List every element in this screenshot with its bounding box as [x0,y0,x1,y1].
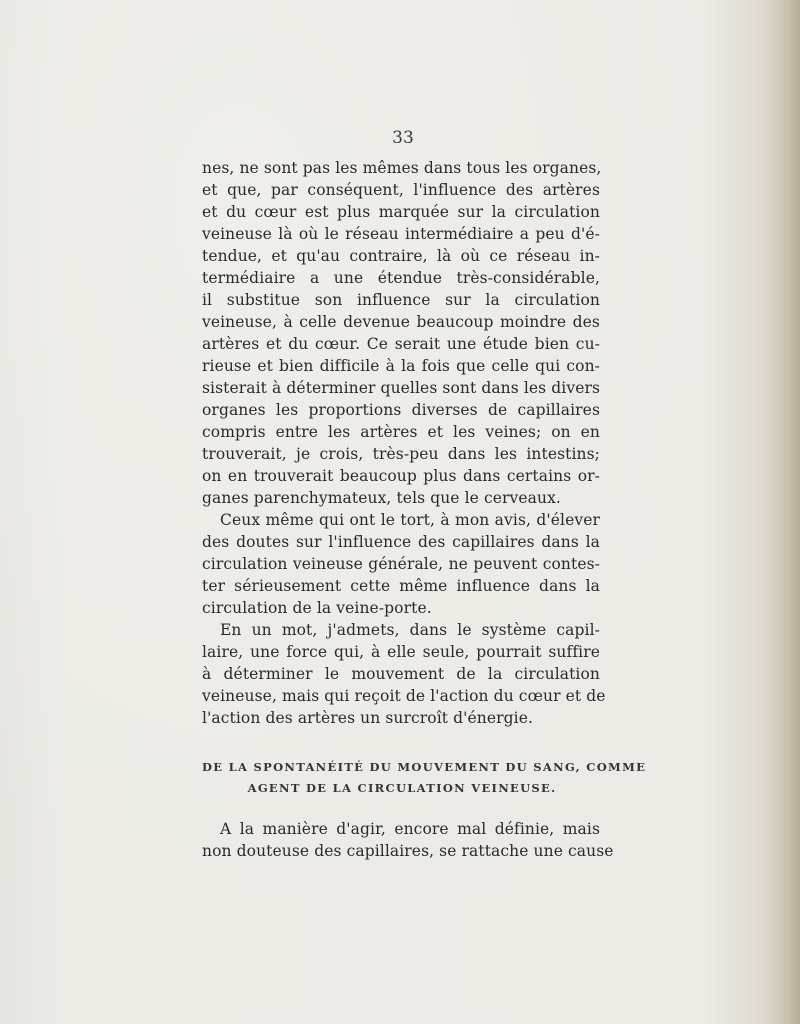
text-line: veineuse, mais qui reçoit de l'action du cœur et de [202,687,606,705]
text-line: à déterminer le mouvement de la circulation [202,665,600,683]
text-line: termédiaire a une étendue très-considérable, [202,269,600,287]
text-line: et que, par conséquent, l'influence des artères [202,181,600,199]
text-line: rieuse et bien difficile à la fois que celle qui con- [202,357,600,375]
text-line: En un mot, j'admets, dans le système capil- [220,621,600,639]
section-heading [202,757,647,799]
section-heading-line: AGENT DE LA CIRCULATION VEINEUSE. [247,781,557,795]
text-line: nes, ne sont pas les mêmes dans tous les organes, [202,159,602,177]
text-line: et du cœur est plus marquée sur la circulation [202,203,600,221]
text-line: trouverait, je crois, très-peu dans les intestins; [202,445,600,463]
text-line: ter sérieusement cette même influence dans la [202,577,600,595]
section-body-text [202,818,614,862]
text-line: l'action des artères un surcroît d'énergie. [202,709,534,727]
text-line: A la manière d'agir, encore mal définie, mais [220,820,600,838]
text-line: tendue, et qu'au contraire, là où ce réseau in- [202,247,600,265]
text-line: Ceux même qui ont le tort, à mon avis, d'élever [220,511,600,529]
text-line: organes les proportions diverses de capillaires [202,401,600,419]
text-line: laire, une force qui, à elle seule, pourrait suffire [202,643,600,661]
text-line: compris entre les artères et les veines; on en [202,423,600,441]
text-line: artères et du cœur. Ce serait une étude bien cu- [202,335,600,353]
text-line: il substitue son influence sur la circulation [202,291,600,309]
page-edge-shading [760,0,800,1024]
text-line: des doutes sur l'influence des capillaires dans la [202,533,600,551]
text-line: sisterait à déterminer quelles sont dans les divers [202,379,601,397]
page-number: 33 [392,128,414,148]
text-line: circulation veineuse générale, ne peuvent contes- [202,555,600,573]
text-line: veineuse là où le réseau intermédiaire a peu d'é- [202,225,600,243]
text-line: ganes parenchymateux, tels que le cerveaux. [202,489,561,507]
text-line: veineuse, à celle devenue beaucoup moindre des [202,313,600,331]
section-heading-line: DE LA SPONTANÉITÉ DU MOUVEMENT DU SANG, COMME [202,760,647,774]
text-line: non douteuse des capillaires, se rattache une cause [202,842,614,860]
text-line: circulation de la veine-porte. [202,599,432,617]
body-text [202,157,606,729]
text-line: on en trouverait beaucoup plus dans certains or- [202,467,600,485]
